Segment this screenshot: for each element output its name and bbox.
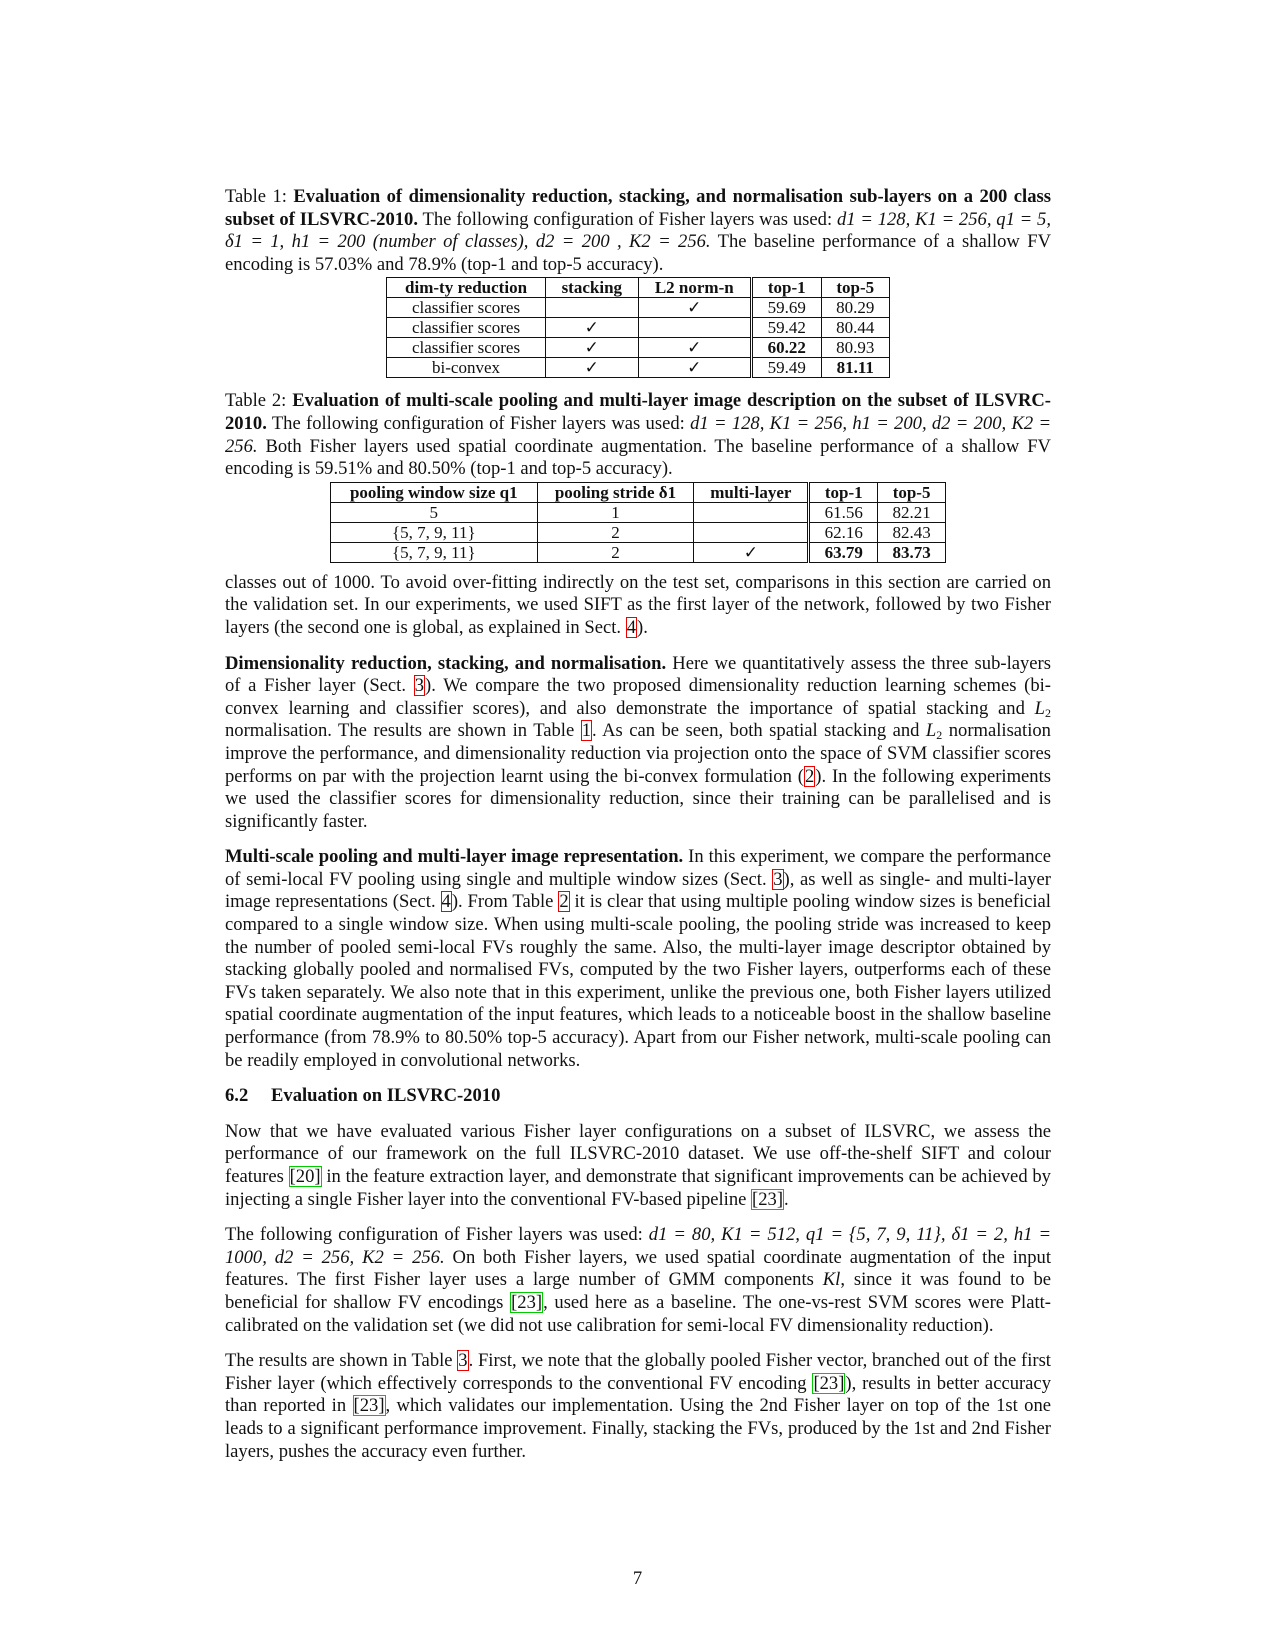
paragraph-ilsvrc [225, 1121, 1051, 1211]
table-row [387, 338, 890, 358]
table-ref-link[interactable]: 2 [559, 891, 569, 913]
paragraph-heading: Dimensionality reduction, stacking, and normalisation. [225, 652, 667, 674]
table-cell: classifier scores [387, 298, 546, 318]
text-run: ), as well as single- and multi-layer image representations (Sect. [225, 868, 1051, 913]
math-kl: Kl [822, 1269, 841, 1291]
text-run: Now that we have evaluated various Fisher layer configurations on a subset of ILSVRC, we assess the performance of our framework on the full ILSVRC-2010 dataset. We use off-the-shelf SIFT and colour features [225, 1120, 1051, 1187]
table2-desc-a: The following configuration of Fisher layers was used: [271, 412, 685, 434]
table1-desc-b: The baseline performance of a shallow FV encoding is 57.03% and 78.9% (top-1 and top-5 accuracy). [225, 231, 1052, 275]
paragraph-results [225, 1350, 1051, 1463]
text-run: , since it was found to be beneficial for shallow FV encodings [225, 1269, 1051, 1313]
table1-col-stacking: stacking [546, 278, 638, 298]
table-cell: {5, 7, 9, 11} [331, 542, 538, 562]
paragraph-intro [225, 572, 1051, 640]
citation-link[interactable]: [23] [511, 1291, 543, 1313]
table1-label: Table 1: [225, 186, 287, 207]
section-ref-link[interactable]: 4 [626, 616, 636, 638]
table-cell: 61.56 [809, 502, 878, 522]
section-ref-link[interactable]: 3 [773, 868, 783, 890]
table-cell: ✓ [546, 338, 638, 358]
table-cell [694, 502, 809, 522]
table-cell: 59.42 [752, 318, 822, 338]
table-cell: 59.69 [752, 298, 822, 318]
text-run: In this experiment, we compare the performance of semi-local FV pooling using single and multiple window sizes (Sect. [225, 846, 1051, 890]
table-cell [546, 298, 638, 318]
table-cell: ✓ [638, 298, 751, 318]
math-l2: $L_2$ [925, 720, 943, 743]
table1-col-norm: L2 norm-n [638, 278, 751, 298]
table2-desc-b: Both Fisher layers used spatial coordinate augmentation. The baseline performance of a shallow FV encoding is 59.51% and 80.50% (top-1 and top-5 accuracy). [225, 435, 1051, 480]
table2-col-multi: multi-layer [694, 482, 809, 502]
text-run: On both Fisher layers, we used spatial coordinate augmentation of the input features. The first Fisher layer uses a large number of GMM components [225, 1246, 1051, 1291]
table-row [387, 358, 890, 378]
text-run: normalisation. The results are shown in Table [225, 720, 575, 742]
text-run: The following configuration of Fisher layers was used: [225, 1224, 643, 1246]
table-cell: ✓ [638, 358, 751, 378]
table2 [330, 482, 946, 563]
table2-header-row [331, 482, 946, 502]
paragraph-heading: Multi-scale pooling and multi-layer image representation. [225, 846, 684, 868]
table2-title: Evaluation of multi-scale pooling and multi-layer image description on the subset of ILSVRC-2010. [225, 390, 1051, 434]
table-row [331, 522, 946, 542]
citation-link[interactable]: [23] [353, 1395, 385, 1417]
table-cell-best: 63.79 [809, 542, 878, 562]
table2-col-window: pooling window size q1 [331, 482, 538, 502]
text-run: Here we quantitatively assess the three sub-layers of a Fisher layer (Sect. [225, 652, 1051, 697]
table-ref-link[interactable]: 1 [581, 720, 591, 742]
table-cell: 5 [331, 502, 538, 522]
table-cell: 1 [537, 502, 694, 522]
text-run: . As can be seen, both spatial stacking and [591, 720, 920, 742]
table-cell: 2 [537, 522, 694, 542]
text-run: normalisation improve the performance, and dimensionality reduction via projection onto the space of SVM classifier scores performs on par with the projection learnt using the bi-convex formulation ( [225, 720, 1051, 787]
table-cell: 62.16 [809, 522, 878, 542]
config-math: d1 = 80, K1 = 512, q1 = {5, 7, 9, 11}, δ1 = 2, h1 = 1000, d2 = 256, K2 = 256. [225, 1224, 1051, 1268]
section-heading [225, 1085, 1051, 1108]
text-run: . First, we note that the globally pooled Fisher vector, branched out of the first Fisher layer (which effectively corresponds to the conventional FV encoding [225, 1350, 1051, 1394]
table1-desc-a: The following configuration of Fisher layers was used: [422, 208, 833, 230]
citation-link[interactable]: [23] [752, 1188, 784, 1210]
text-run: ). [637, 616, 648, 638]
table-row [331, 542, 946, 562]
table-cell: 82.43 [878, 522, 946, 542]
table-cell: 59.49 [752, 358, 822, 378]
table-row [331, 502, 946, 522]
table-row [387, 318, 890, 338]
page-number: 7 [632, 1568, 643, 1589]
table-cell: ✓ [546, 318, 638, 338]
table2-col-top5: top-5 [878, 482, 946, 502]
section-ref-link[interactable]: 4 [441, 891, 451, 913]
citation-link[interactable]: [23] [813, 1372, 845, 1394]
math-l2: $L_2$ [1034, 697, 1051, 720]
table-row [387, 298, 890, 318]
table-cell: 80.29 [821, 298, 889, 318]
table-cell: bi-convex [387, 358, 546, 378]
table-cell: ✓ [638, 338, 751, 358]
table-cell-best: 83.73 [878, 542, 946, 562]
table-cell: ✓ [546, 358, 638, 378]
table-cell-best: 60.22 [752, 338, 822, 358]
section-ref-link[interactable]: 3 [414, 675, 424, 697]
table-cell: 2 [537, 542, 694, 562]
table1-col-reduction: dim-ty reduction [387, 278, 546, 298]
paragraph-config [225, 1224, 1051, 1337]
paragraph-dim-reduction [225, 653, 1051, 834]
table-cell: 80.44 [821, 318, 889, 338]
table-cell: classifier scores [387, 338, 546, 358]
table-cell: 80.93 [821, 338, 889, 358]
table-ref-link[interactable]: 3 [458, 1350, 468, 1372]
section-title: Evaluation on ILSVRC-2010 [271, 1085, 501, 1107]
text-run: it is clear that using multiple pooling window sizes is beneficial compared to a single window size. When using multi-scale pooling, the pooling stride was increased to keep the number of pooled semi-local FVs roughly the same. Also, the multi-layer image descriptor obtained by stacking globally pooled and normalised FVs, computed by the two Fisher layers, outperforms each of these FVs taken separately. We also note that in this experiment, unlike the previous one, both Fisher layers utilized spatial coordinate augmentation of the input features, which leads to a noticeable boost in the shallow baseline performance (from 78.9% to 80.50% top-5 accuracy). Apart from our Fisher network, multi-scale pooling can be readily employed in convolutional networks. [225, 891, 1051, 1071]
equation-ref-link[interactable]: 2 [804, 765, 815, 787]
table-cell: {5, 7, 9, 11} [331, 522, 538, 542]
citation-link[interactable]: [20] [289, 1166, 321, 1187]
table-cell [694, 522, 809, 542]
text-run: . [784, 1188, 789, 1210]
text-run: in the feature extraction layer, and demonstrate that significant improvements can be achieved by injecting a single Fisher layer into the conventional FV-based pipeline [225, 1166, 1051, 1210]
text-run: ). In the following experiments we used the classifier scores for dimensionality reduction, since their training can be parallelised and is significantly faster. [225, 765, 1051, 832]
table2-caption [225, 390, 1051, 480]
table1 [386, 277, 890, 378]
text-run: , used here as a baseline. The one-vs-rest SVM scores were Platt-calibrated on the validation set (we did not use calibration for semi-local FV dimensionality reduction). [225, 1291, 1051, 1336]
table-cell: ✓ [694, 542, 809, 562]
table1-title: Evaluation of dimensionality reduction, stacking, and normalisation sub-layers on a 200 class subset of ILSVRC-2010. [225, 186, 1051, 230]
text-run: classes out of 1000. To avoid over-fitting indirectly on the test set, comparisons in this section are carried on the validation set. In our experiments, we used SIFT as the first layer of the network, followed by two Fisher layers (the second one is global, as explained in Sect. [225, 571, 1051, 638]
text-run: ). From Table [451, 891, 554, 913]
text-run: ), results in better accuracy than reported in [225, 1372, 1051, 1417]
table2-label: Table 2: [225, 390, 287, 412]
table-cell-best: 81.11 [821, 358, 889, 378]
table1-col-top1: top-1 [752, 278, 822, 298]
paragraph-multiscale [225, 846, 1051, 1072]
table2-col-top1: top-1 [809, 482, 878, 502]
text-run: , which validates our implementation. Using the 2nd Fisher layer on top of the 1st one leads to a significant performance improvement. Finally, stacking the FVs, produced by the 1st and 2nd Fisher layers, pushes the accuracy even further. [225, 1395, 1052, 1462]
paper-page [225, 186, 1051, 1463]
table1-col-top5: top-5 [821, 278, 889, 298]
table-cell [638, 318, 751, 338]
section-number: 6.2 [225, 1085, 249, 1107]
table-cell: classifier scores [387, 318, 546, 338]
text-run: ). We compare the two proposed dimensionality reduction learning schemes (bi-convex learning and classifier scores), and also demonstrate the importance of spatial stacking and [225, 675, 1051, 719]
table1-config: d1 = 128, K1 = 256, q1 = 5, δ1 = 1, h1 = 200 (number of classes), d2 = 200 , K2 = 256. [225, 208, 1051, 253]
table2-config: d1 = 128, K1 = 256, h1 = 200, d2 = 200, K2 = 256. [225, 412, 1051, 457]
table2-col-stride: pooling stride δ1 [537, 482, 694, 502]
table1-header-row [387, 278, 890, 298]
text-run: The results are shown in Table [225, 1350, 453, 1372]
table-cell: 82.21 [878, 502, 946, 522]
table1-caption [225, 186, 1051, 276]
